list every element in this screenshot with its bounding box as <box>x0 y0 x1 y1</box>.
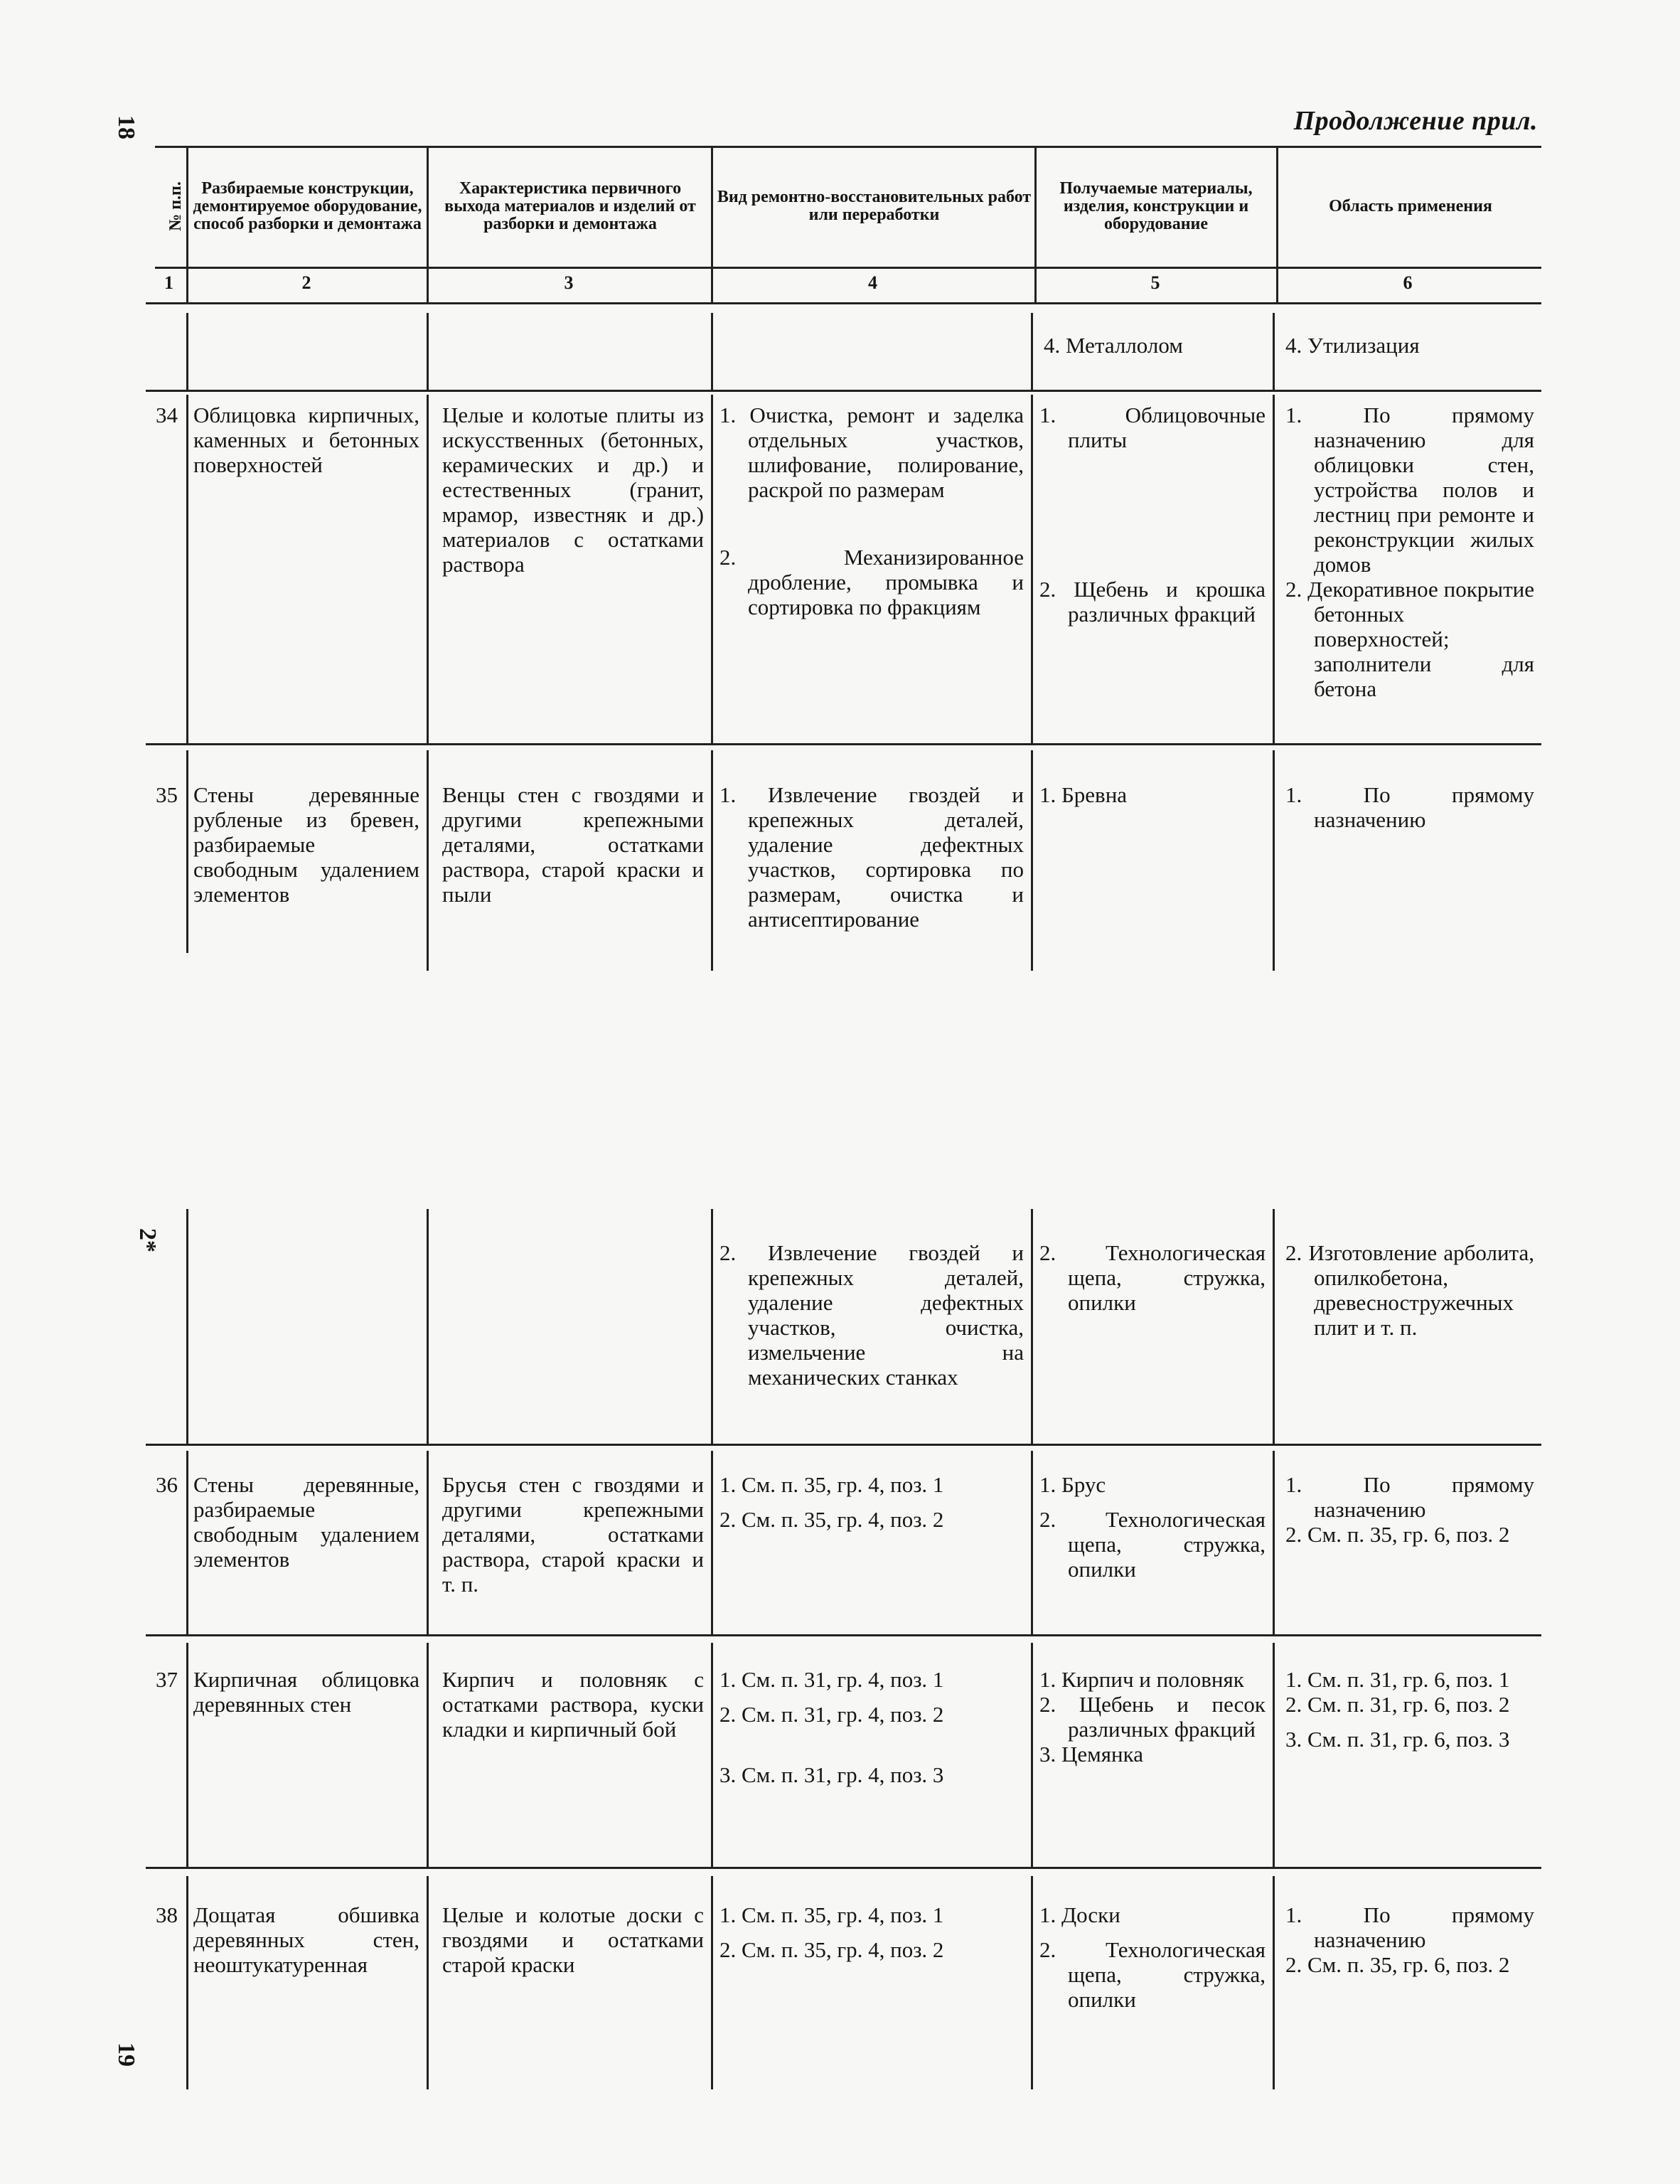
row38-col5: 1. Доски 2. Технологическая щепа, стружка, опилки <box>1039 1902 1266 2012</box>
row0-col5: 4. Металлолом <box>1044 333 1183 358</box>
header-cell-repair-works: Вид ремонтно-восстановительных работ или переработки <box>717 188 1032 224</box>
row35-col4: 1. Извлечение гвоздей и крепежных деталей, удаление дефектных участков, сортировка по размерам, очистка и антисептирование <box>719 782 1024 932</box>
header-cell-application: Область применения <box>1329 196 1492 215</box>
row-number: 36 <box>156 1472 178 1497</box>
column-number-1: 1 <box>164 272 173 293</box>
row37-col5: 1. Кирпич и половняк 2. Щебень и песок различных фракций 3. Цемянка <box>1039 1667 1266 1767</box>
row34-col2: Облицовка кирпичных, каменных и бетонных поверхностей <box>193 403 419 477</box>
row-number: 38 <box>156 1902 178 1927</box>
row35b-col4: 2. Извлечение гвоздей и крепежных деталей, удаление дефектных участков, очистка, измельчение на механических станках <box>719 1240 1024 1390</box>
row34-col6: 1. По прямому назначению для облицовки стен, устройства полов и лестниц при ремонте и реконструкции жилых домов 2. Декоративное покрытие бетонных поверхностей; заполнители для бетона <box>1285 403 1534 701</box>
row36-col5: 1. Брус 2. Технологическая щепа, стружка, опилки <box>1039 1472 1266 1582</box>
row38-col4: 1. См. п. 35, гр. 4, поз. 1 2. См. п. 35, гр. 4, поз. 2 <box>719 1902 944 1962</box>
row34-col3: Целые и колотые плиты из искусственных (бетонных, керамических и др.) и естественных (гранит, мрамор, известняк и др.) материалов с остатками раствора <box>442 403 704 577</box>
row38-col3: Целые и колотые доски с гвоздями и остатками старой краски <box>442 1902 704 1977</box>
header-cell-resulting-materials: Получаемые материалы, изделия, конструкции и оборудование <box>1059 179 1253 233</box>
row34-col4: 1. Очистка, ремонт и заделка отдельных участков, шлифование, полирование, раскрой по размерам 2. Механизированное дробление, промывка и сортировка по фракциям <box>719 403 1024 619</box>
row35-col6: 1. По прямому назначению <box>1285 782 1534 832</box>
row0-col6: 4. Утилизация <box>1285 333 1420 358</box>
row35-col2: Стены деревянные рубленые из бревен, разбираемые свободным удалением элементов <box>193 782 419 907</box>
continuation-title: Продолжение прил. <box>1293 106 1538 136</box>
row-number: 35 <box>156 782 178 807</box>
page-number-top: 18 <box>113 115 139 139</box>
row34-col5: 1. Облицовочные плиты 2. Щебень и крошка различных фракций <box>1039 403 1266 627</box>
row36-col4: 1. См. п. 35, гр. 4, поз. 1 2. См. п. 35, гр. 4, поз. 2 <box>719 1472 944 1532</box>
signature-mark: 2* <box>134 1228 161 1252</box>
column-number-2: 2 <box>301 272 311 293</box>
column-number-5: 5 <box>1150 272 1160 293</box>
column-number-4: 4 <box>868 272 877 293</box>
row37-col4: 1. См. п. 31, гр. 4, поз. 1 2. См. п. 31, гр. 4, поз. 2 3. См. п. 31, гр. 4, поз. 3 <box>719 1667 944 1787</box>
row35-col5: 1. Бревна <box>1039 782 1128 807</box>
row37-col3: Кирпич и половняк с остатками раствора, куски кладки и кирпичный бой <box>442 1667 704 1742</box>
column-number-6: 6 <box>1403 272 1413 293</box>
row-number: 37 <box>156 1667 178 1692</box>
row35b-col5: 2. Технологическая щепа, стружка, опилки <box>1039 1240 1266 1315</box>
page-number-bottom: 19 <box>113 2042 139 2067</box>
row36-col2: Стены деревянные, разбираемые свободным удалением элементов <box>193 1472 419 1572</box>
row-number: 34 <box>156 403 178 427</box>
header-cell-primary-output: Характеристика первичного выхода материалов и изделий от разборки и демонтажа <box>444 179 696 233</box>
row36-col3: Брусья стен с гвоздями и другими крепежными деталями, остатками раствора, старой краски и т. п. <box>442 1472 704 1597</box>
row35b-col6: 2. Изготовление арболита, опилкобетона, древесностружечных плит и т. п. <box>1285 1240 1534 1340</box>
header-cell-constructions: Разбираемые конструкции, демонтируемое оборудование, способ разборки и демонтажа <box>193 179 422 233</box>
row37-col6: 1. См. п. 31, гр. 6, поз. 1 2. См. п. 31, гр. 6, поз. 2 3. См. п. 31, гр. 6, поз. 3 <box>1285 1667 1510 1752</box>
row35-col3: Венцы стен с гвоздями и другими крепежными деталями, остатками раствора, старой краски и пыли <box>442 782 704 907</box>
row37-col2: Кирпичная облицовка деревянных стен <box>193 1667 419 1717</box>
row36-col6: 1. По прямому назначению 2. См. п. 35, гр. 6, поз. 2 <box>1285 1472 1534 1547</box>
row38-col2: Дощатая обшивка деревянных стен, неоштукатуренная <box>193 1902 419 1977</box>
header-cell-number: № п.п. <box>166 181 185 231</box>
row38-col6: 1. По прямому назначению 2. См. п. 35, гр. 6, поз. 2 <box>1285 1902 1534 1977</box>
column-number-3: 3 <box>564 272 574 293</box>
